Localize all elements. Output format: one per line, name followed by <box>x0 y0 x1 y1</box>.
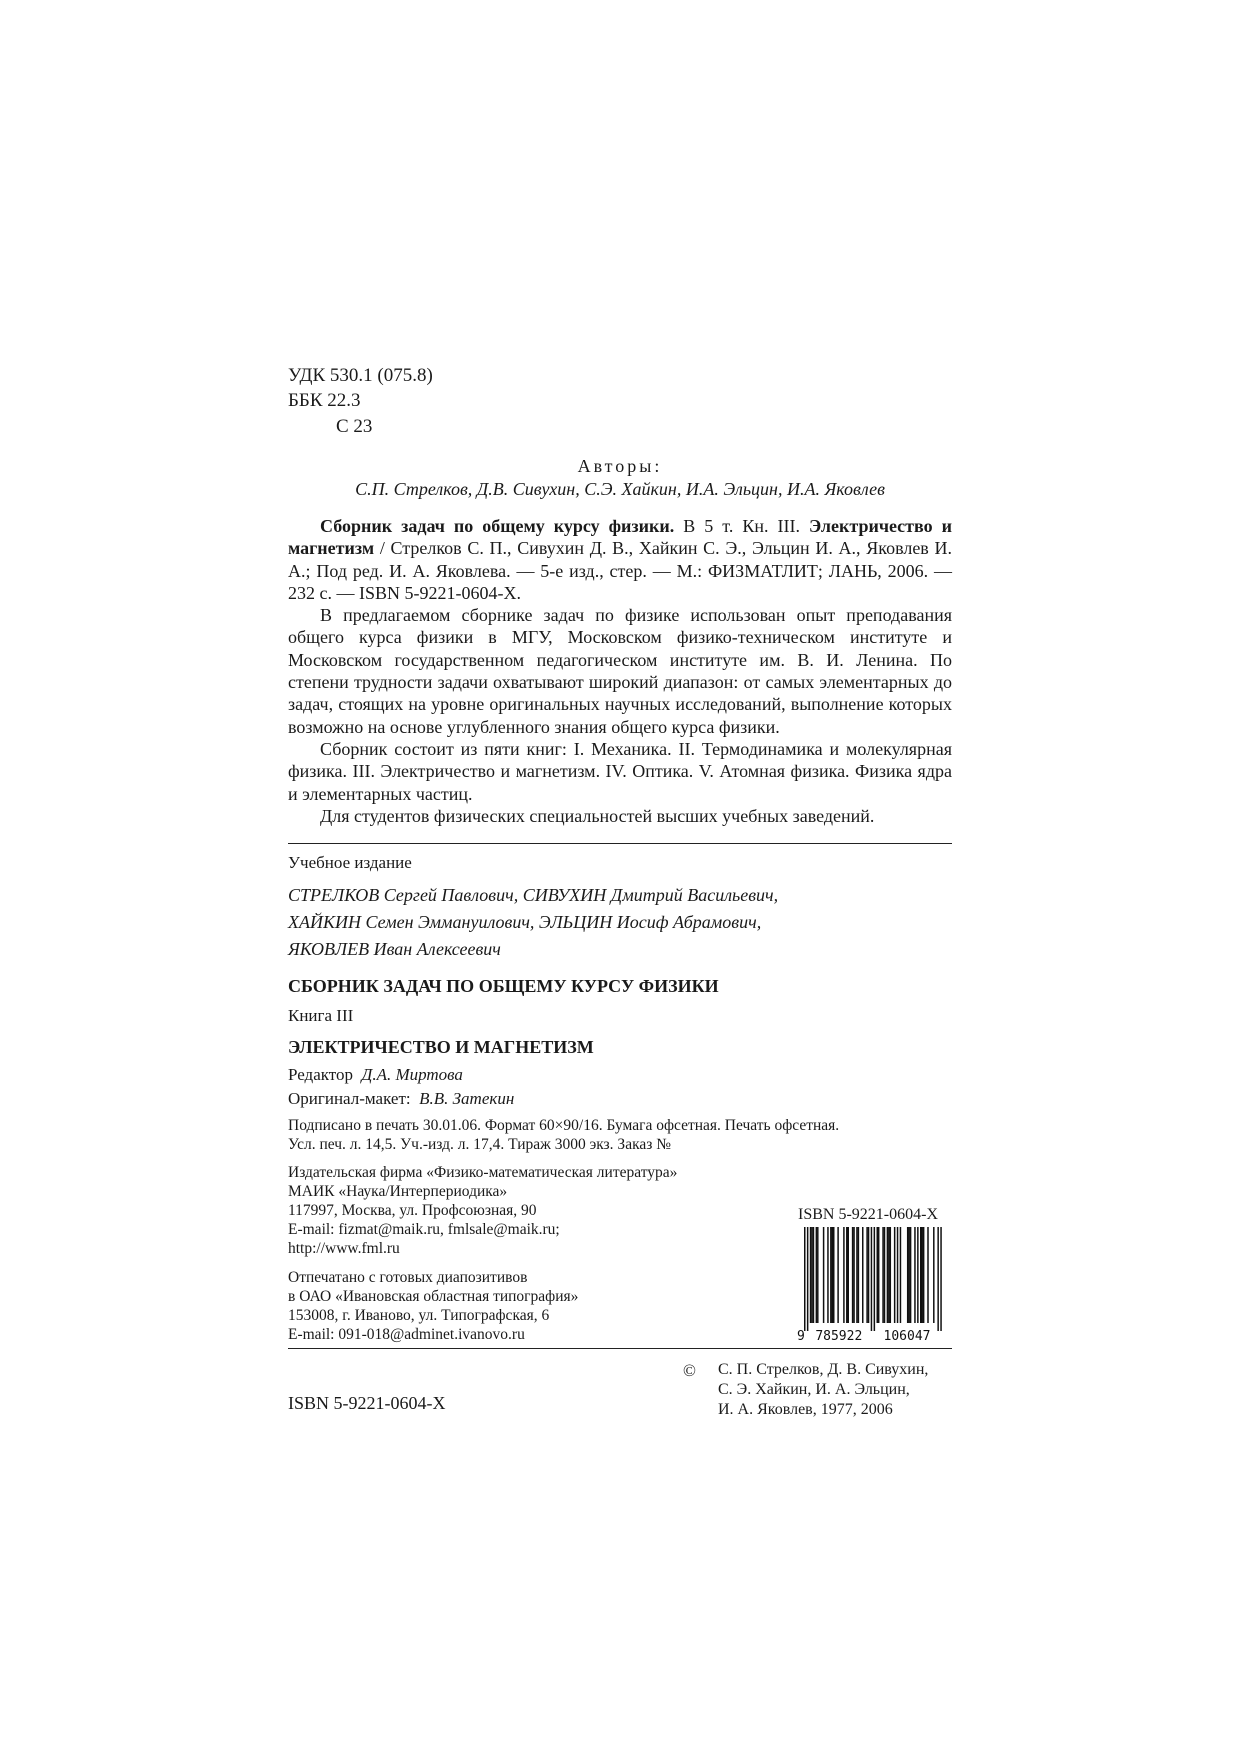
barcode-bar <box>832 1227 834 1323</box>
barcode-bar <box>927 1227 929 1323</box>
barcode-bar <box>907 1227 909 1323</box>
barcode-bar <box>807 1227 809 1331</box>
barcode-bar <box>858 1227 860 1323</box>
barcode-bar <box>848 1227 850 1323</box>
authors-list: С.П. Стрелков, Д.В. Сивухин, С.Э. Хайкин, И.А. Эльцин, И.А. Яковлев <box>355 479 885 499</box>
barcode-bar <box>813 1227 815 1323</box>
barcode-digits: 9 <box>797 1329 805 1344</box>
barcode-bar <box>878 1227 880 1323</box>
print-info-line-1: Подписано в печать 30.01.06. Формат 60×90/16. Бумага офсетная. Печать офсетная. <box>288 1117 840 1134</box>
authors-full-line-2: ХАЙКИН Семен Эммануилович, ЭЛЬЦИН Иосиф Абрамович, <box>288 912 762 932</box>
barcode-bar <box>804 1227 806 1331</box>
barcode-bar <box>871 1227 873 1331</box>
barcode-isbn-label: ISBN 5-9221-0604-X <box>798 1206 938 1223</box>
book-subtitle: ЭЛЕКТРИЧЕСТВО И МАГНЕТИЗМ <box>288 1037 594 1057</box>
barcode-bar <box>846 1227 848 1323</box>
barcode-bar <box>890 1227 892 1323</box>
printer-line-3: 153008, г. Иваново, ул. Типографская, 6 <box>288 1307 550 1324</box>
layout-label: Оригинал-макет: <box>288 1089 411 1108</box>
authors-caption: Авторы: <box>577 456 663 476</box>
barcode-bar <box>897 1227 899 1323</box>
isbn-barcode <box>794 1225 952 1345</box>
barcode-bar <box>862 1227 864 1323</box>
publisher-line-4: E-mail: fizmat@maik.ru, fmlsale@maik.ru; <box>288 1221 560 1238</box>
barcode-bar <box>843 1227 845 1323</box>
barcode-bar <box>882 1227 884 1323</box>
publisher-line-5: http://www.fml.ru <box>288 1240 400 1257</box>
barcode-bar <box>866 1227 868 1323</box>
barcode-bar <box>837 1227 839 1323</box>
barcode-bar <box>920 1227 922 1323</box>
divider-bottom <box>288 1348 952 1349</box>
barcode-bar <box>823 1227 825 1323</box>
book-title: СБОРНИК ЗАДАЧ ПО ОБЩЕМУ КУРСУ ФИЗИКИ <box>288 976 719 996</box>
citation-title: Сборник задач по общему курсу физики. <box>320 516 675 536</box>
barcode-image <box>794 1225 952 1345</box>
citation-paragraph <box>288 515 952 604</box>
barcode-bar <box>908 1227 910 1323</box>
layout-line <box>288 1088 514 1109</box>
barcode-bar <box>937 1227 939 1331</box>
annotation-paragraph-2: Сборник состоит из пяти книг: I. Механика. II. Термодинамика и молекулярная физика. III. Электричество и магнетизм. IV. Оптика. V. Атомная физика. Физика ядра и элементарных частиц. <box>288 738 952 804</box>
barcode-bar <box>868 1227 870 1323</box>
annotation-paragraph-1: В предлагаемом сборнике задач по физике использован опыт преподавания общего курса физики в МГУ, Московском физико-техническом институте и Московском государственном педагогическом институте им. В. И. Ленина. По степени трудности задачи охватывают широкий диапазон: от самых элементарных до задач, стоящих на уровне оригинальных научных исследований, выполнение которых возможно на основе углубленного знания общего курса физики. <box>288 605 952 737</box>
authors-full-line-3: ЯКОВЛЕВ Иван Алексеевич <box>288 939 501 959</box>
barcode-bar <box>914 1227 916 1323</box>
udk-code: УДК 530.1 (075.8) <box>288 365 433 386</box>
barcode-bar <box>817 1227 819 1323</box>
barcode-bar <box>894 1227 896 1323</box>
editor-name: Д.А. Миртова <box>361 1065 463 1084</box>
barcode-bar <box>921 1227 923 1323</box>
print-info-line-2: Усл. печ. л. 14,5. Уч.-изд. л. 17,4. Тираж 3000 экз. Заказ № <box>288 1136 672 1153</box>
author-mark: С 23 <box>336 416 373 437</box>
barcode-bar <box>940 1227 942 1331</box>
copyright-line-2: С. Э. Хайкин, И. А. Эльцин, <box>718 1381 910 1398</box>
barcode-digits: 106047 <box>883 1329 931 1344</box>
barcode-digits: 785922 <box>815 1329 863 1344</box>
barcode-bar <box>816 1227 818 1323</box>
publisher-line-2: МАИК «Наука/Интерпериодика» <box>288 1183 508 1200</box>
barcode-bar <box>900 1227 902 1323</box>
barcode-bar <box>910 1227 912 1323</box>
citation-volume: В 5 т. Кн. III. <box>674 516 809 536</box>
citation-details: / Стрелков С. П., Сивухин Д. В., Хайкин С. Э., Эльцин И. А., Яковлев И. А.; Под ред. И. А. Яковлева. — 5-е изд., стер. — М.: ФИЗМАТЛИТ; ЛАНЬ, 2006. — 232 с. — ISBN 5-9221-0604-X. <box>288 538 952 603</box>
printer-line-1: Отпечатано с готовых диапозитивов <box>288 1269 528 1286</box>
editor-line <box>288 1064 463 1085</box>
book-number: Книга III <box>288 1006 354 1025</box>
barcode-bar <box>923 1227 925 1323</box>
barcode-bar <box>877 1227 879 1323</box>
barcode-bar <box>917 1227 919 1323</box>
copyright-line-3: И. А. Яковлев, 1977, 2006 <box>718 1401 893 1418</box>
printer-line-4: E-mail: 091-018@adminet.ivanovo.ru <box>288 1326 525 1343</box>
edition-type: Учебное издание <box>288 853 412 872</box>
citation-subtitle: Электричество и магнетизм <box>288 516 952 559</box>
barcode-bar <box>887 1227 889 1323</box>
layout-name: В.В. Затекин <box>419 1089 515 1108</box>
barcode-bar <box>874 1227 876 1331</box>
authors-full-line-1: СТРЕЛКОВ Сергей Павлович, СИВУХИН Дмитрий Васильевич, <box>288 885 779 905</box>
barcode-bar <box>811 1227 813 1323</box>
barcode-bar <box>833 1227 835 1323</box>
publisher-line-1: Издательская фирма «Физико-математическая литература» <box>288 1164 678 1181</box>
barcode-bar <box>810 1227 812 1323</box>
bbk-code: ББК 22.3 <box>288 390 361 411</box>
footer-isbn: ISBN 5-9221-0604-X <box>288 1393 446 1413</box>
publisher-line-3: 117997, Москва, ул. Профсоюзная, 90 <box>288 1202 537 1219</box>
copyright-symbol: © <box>683 1361 696 1380</box>
bibliographic-abstract <box>288 515 952 827</box>
barcode-bar <box>884 1227 886 1323</box>
copyright-line-1: С. П. Стрелков, Д. В. Сивухин, <box>718 1361 929 1378</box>
printer-line-2: в ОАО «Ивановская областная типография» <box>288 1288 579 1305</box>
editor-label: Редактор <box>288 1065 353 1084</box>
barcode-bar <box>856 1227 858 1323</box>
divider-top <box>288 843 952 844</box>
barcode-bar <box>888 1227 890 1323</box>
barcode-bar <box>830 1227 832 1323</box>
annotation-paragraph-3: Для студентов физических специальностей высших учебных заведений. <box>320 805 875 826</box>
barcode-bar <box>853 1227 855 1323</box>
barcode-bar <box>933 1227 935 1323</box>
barcode-bar <box>852 1227 854 1323</box>
barcode-bar <box>827 1227 829 1323</box>
